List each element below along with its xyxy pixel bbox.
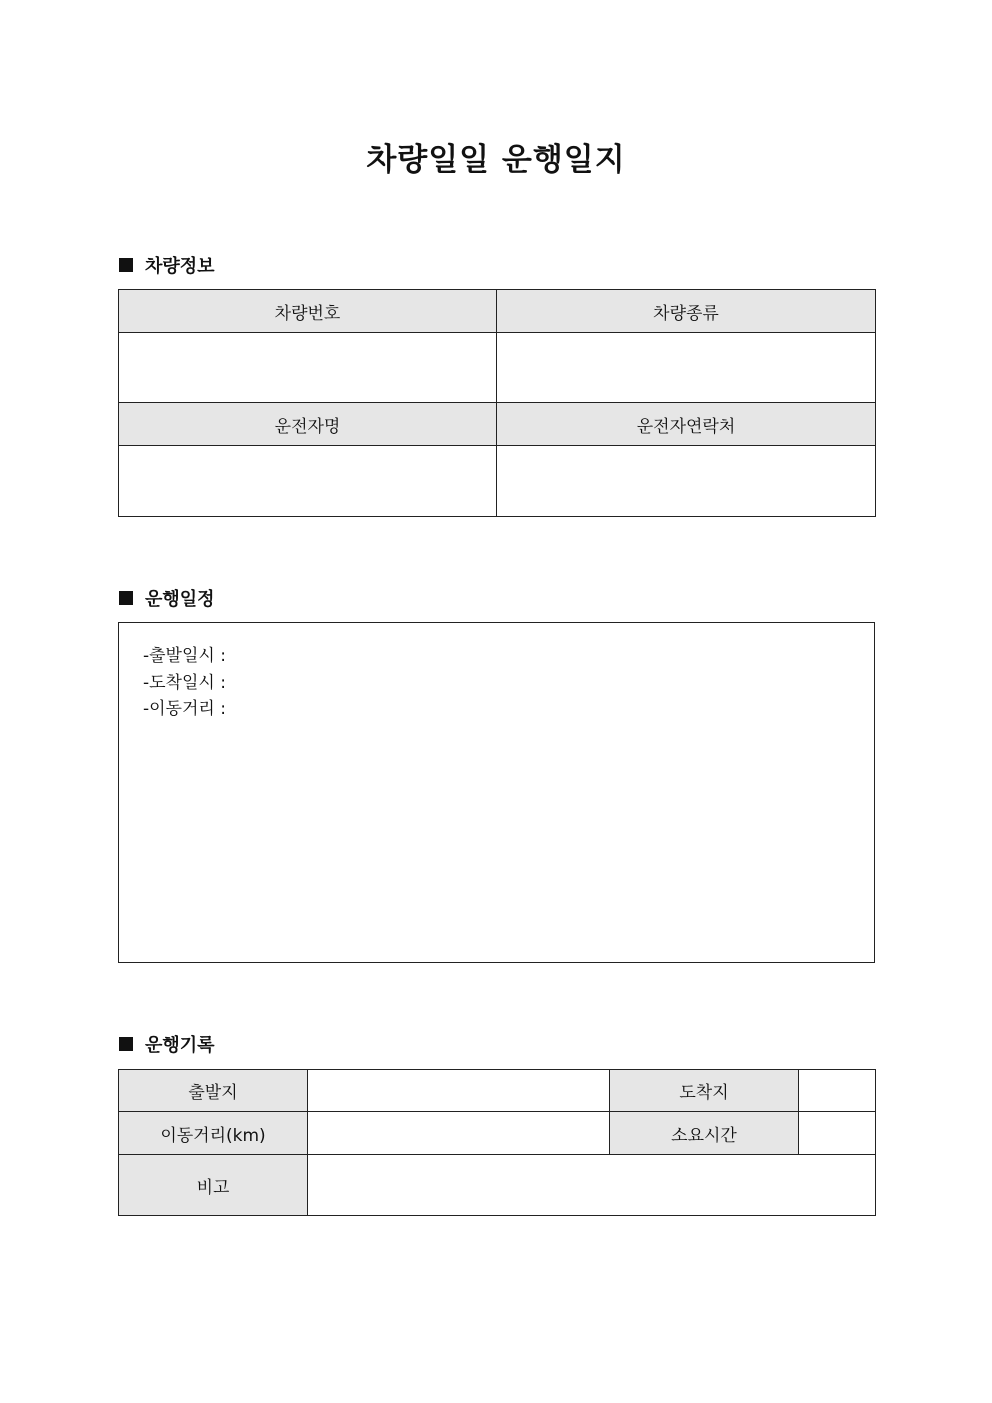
vehicle-info-table bbox=[118, 289, 876, 517]
record-heading bbox=[119, 1032, 215, 1056]
arrival-field[interactable] bbox=[799, 1070, 876, 1112]
schedule-box[interactable] bbox=[118, 622, 875, 963]
duration-label: 소요시간 bbox=[610, 1112, 799, 1155]
driver-name-label: 운전자명 bbox=[119, 403, 497, 446]
distance-field[interactable] bbox=[308, 1112, 610, 1155]
vehicle-type-label: 차량종류 bbox=[497, 290, 876, 333]
departure-datetime-line: -출발일시 : bbox=[143, 646, 226, 666]
remarks-label: 비고 bbox=[119, 1155, 308, 1216]
duration-field[interactable] bbox=[799, 1112, 876, 1155]
schedule-heading bbox=[119, 586, 215, 610]
square-bullet-icon bbox=[119, 258, 133, 272]
record-table bbox=[118, 1069, 876, 1216]
schedule-lines bbox=[143, 643, 226, 723]
departure-field[interactable] bbox=[308, 1070, 610, 1112]
arrival-label: 도착지 bbox=[610, 1070, 799, 1112]
square-bullet-icon bbox=[119, 591, 133, 605]
square-bullet-icon bbox=[119, 1037, 133, 1051]
vehicle-info-heading bbox=[119, 253, 215, 277]
distance-label: 이동거리(km) bbox=[119, 1112, 308, 1155]
page-title: 차량일일 운행일지 bbox=[366, 142, 626, 178]
driver-name-field[interactable] bbox=[119, 446, 497, 517]
vehicle-number-label: 차량번호 bbox=[119, 290, 497, 333]
arrival-datetime-line: -도착일시 : bbox=[143, 672, 226, 693]
schedule-heading-label: 운행일정 bbox=[145, 589, 215, 610]
record-heading-label: 운행기록 bbox=[145, 1035, 215, 1056]
vehicle-type-field[interactable] bbox=[497, 333, 876, 403]
vehicle-number-field[interactable] bbox=[119, 333, 497, 403]
driver-contact-label: 운전자연락처 bbox=[497, 403, 876, 446]
travel-distance-line: -이동거리 : bbox=[143, 699, 226, 719]
driver-contact-field[interactable] bbox=[497, 446, 876, 517]
departure-label: 출발지 bbox=[119, 1070, 308, 1112]
remarks-field[interactable] bbox=[308, 1155, 876, 1216]
vehicle-info-heading-label: 차량정보 bbox=[145, 256, 215, 277]
